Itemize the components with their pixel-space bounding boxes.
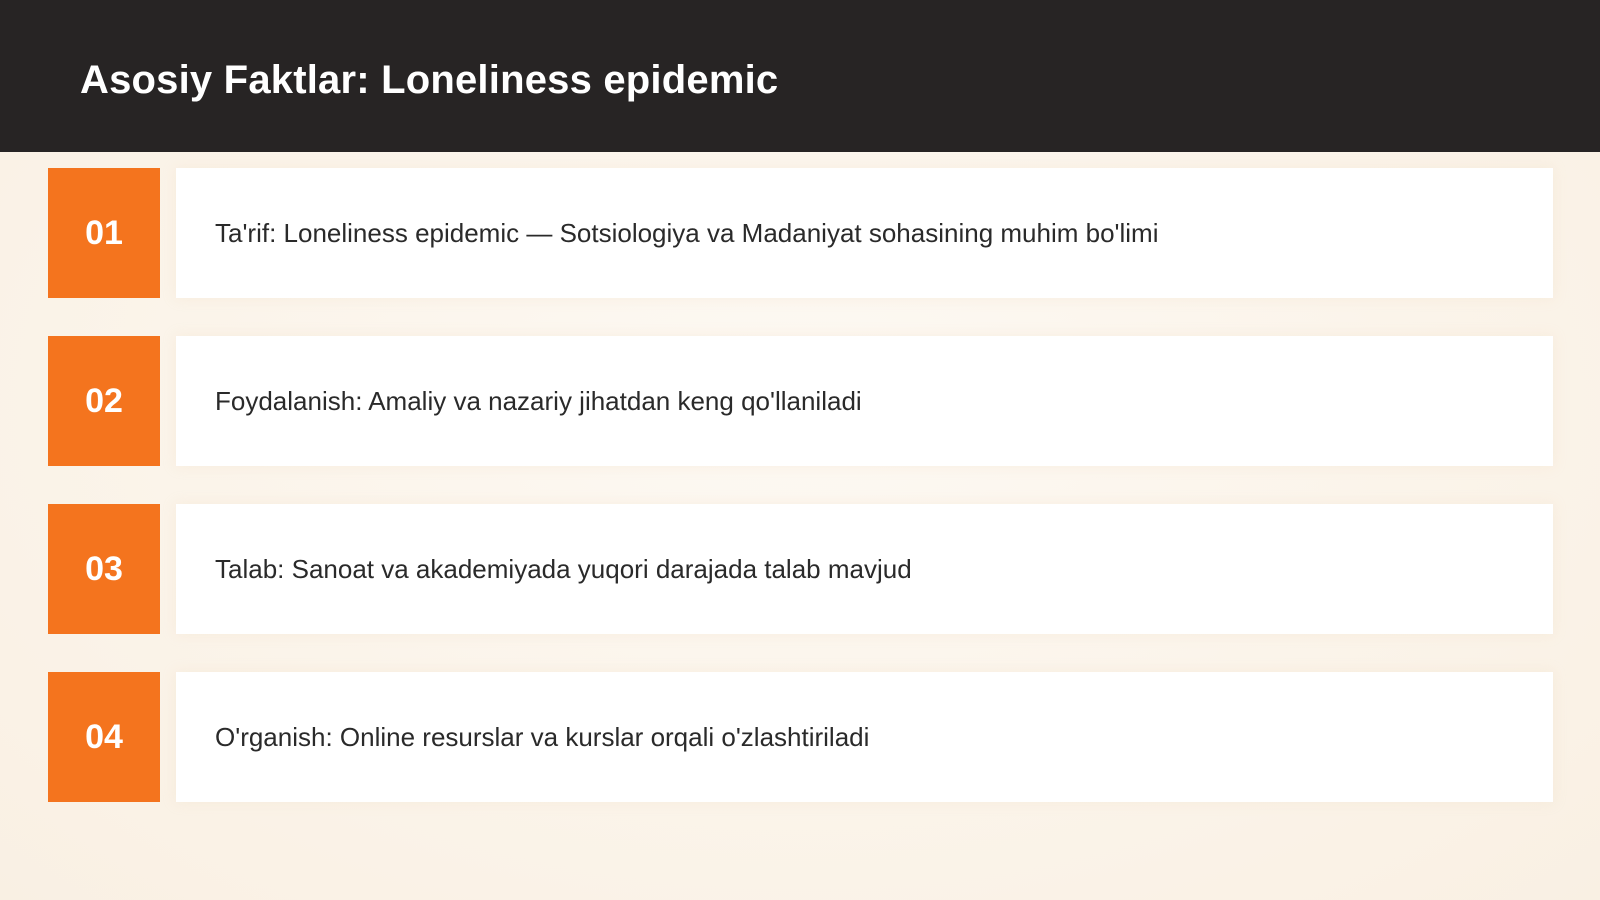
fact-card xyxy=(176,168,1553,298)
fact-card xyxy=(176,504,1553,634)
fact-text: Talab: Sanoat va akademiyada yuqori darajada talab mavjud xyxy=(215,554,912,584)
fact-item-01 xyxy=(48,168,1553,298)
fact-text: Foydalanish: Amaliy va nazariy jihatdan keng qo'llaniladi xyxy=(215,386,862,416)
fact-number-badge: 03 xyxy=(48,504,160,634)
fact-number-badge: 02 xyxy=(48,336,160,466)
fact-text: Ta'rif: Loneliness epidemic — Sotsiologiya va Madaniyat sohasining muhim bo'limi xyxy=(215,218,1159,248)
page-title: Asosiy Faktlar: Loneliness epidemic xyxy=(80,58,779,102)
fact-card xyxy=(176,672,1553,802)
fact-item-02 xyxy=(48,336,1553,466)
fact-card xyxy=(176,336,1553,466)
facts-list xyxy=(48,168,1553,840)
fact-item-03 xyxy=(48,504,1553,634)
fact-number-badge: 01 xyxy=(48,168,160,298)
fact-text: O'rganish: Online resurslar va kurslar orqali o'zlashtiriladi xyxy=(215,722,870,752)
fact-item-04 xyxy=(48,672,1553,802)
fact-number-badge: 04 xyxy=(48,672,160,802)
header-bar xyxy=(0,0,1600,152)
